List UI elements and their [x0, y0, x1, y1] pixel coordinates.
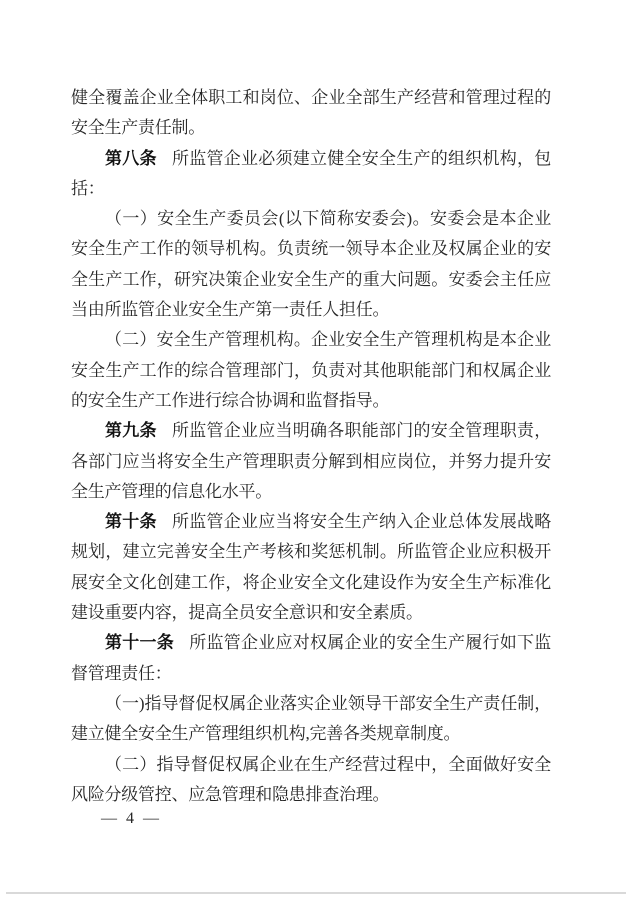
paragraph-duty-2 — [71, 750, 551, 811]
article-number-label: 第八条 — [105, 148, 157, 168]
paragraph-text: 所监管企业应对权属企业的安全生产履行如下监督管理责任： — [71, 633, 552, 683]
paragraph-article-10 — [71, 507, 551, 628]
paragraph-text: 所监管企业应当将安全生产纳入企业总体发展战略规划，建立完善安全生产考核和奖惩机制。所监管企业应积极开展安全文化创建工作，将企业安全文化建设作为安全生产标准化建设重要内容，提高全员安全意识和安全素质。 — [71, 512, 552, 623]
paragraph-continuation — [71, 83, 551, 144]
paragraph-article-8 — [71, 144, 551, 205]
paragraph-item-2 — [71, 325, 551, 416]
paragraph-text: （一）安全生产委员会(以下简称安委会)。安委会是本企业安全生产工作的领导机构。负责统一领导本企业及权属企业的安全生产工作，研究决策企业安全生产的重大问题。安委会主任应当由所监管企业安全生产第一责任人担任。 — [71, 209, 551, 320]
paragraph-text: （二）指导督促权属企业在生产经营过程中，全面做好安全风险分级管控、应急管理和隐患排查治理。 — [71, 754, 551, 804]
page-bottom-divider — [6, 892, 626, 894]
paragraph-text: 健全覆盖企业全体职工和岗位、企业全部生产经营和管理过程的安全生产责任制。 — [71, 88, 551, 138]
article-number-label: 第十条 — [105, 512, 157, 532]
paragraph-duty-1 — [71, 689, 551, 750]
paragraph-text: （一)指导督促权属企业落实企业领导干部安全生产责任制，建立健全安全生产管理组织机构,完善各类规章制度。 — [71, 693, 551, 744]
paragraph-text: 所监管企业应当明确各职能部门的安全管理职责，各部门应当将安全生产管理职责分解到相应岗位，并努力提升安全生产管理的信息化水平。 — [71, 421, 552, 501]
paragraph-text: 所监管企业必须建立健全安全生产的组织机构，包括： — [71, 148, 552, 198]
document-body — [71, 83, 551, 810]
page-number: — 4 — — [101, 810, 162, 827]
paragraph-article-9 — [71, 416, 551, 507]
paragraph-text: （二）安全生产管理机构。企业安全生产管理机构是本企业安全生产工作的综合管理部门，负责对其他职能部门和权属企业的安全生产工作进行综合协调和监督指导。 — [71, 330, 551, 410]
article-number-label: 第九条 — [105, 421, 157, 441]
paragraph-article-11 — [71, 628, 551, 689]
paragraph-item-1 — [71, 204, 551, 325]
article-number-label: 第十一条 — [105, 633, 174, 653]
